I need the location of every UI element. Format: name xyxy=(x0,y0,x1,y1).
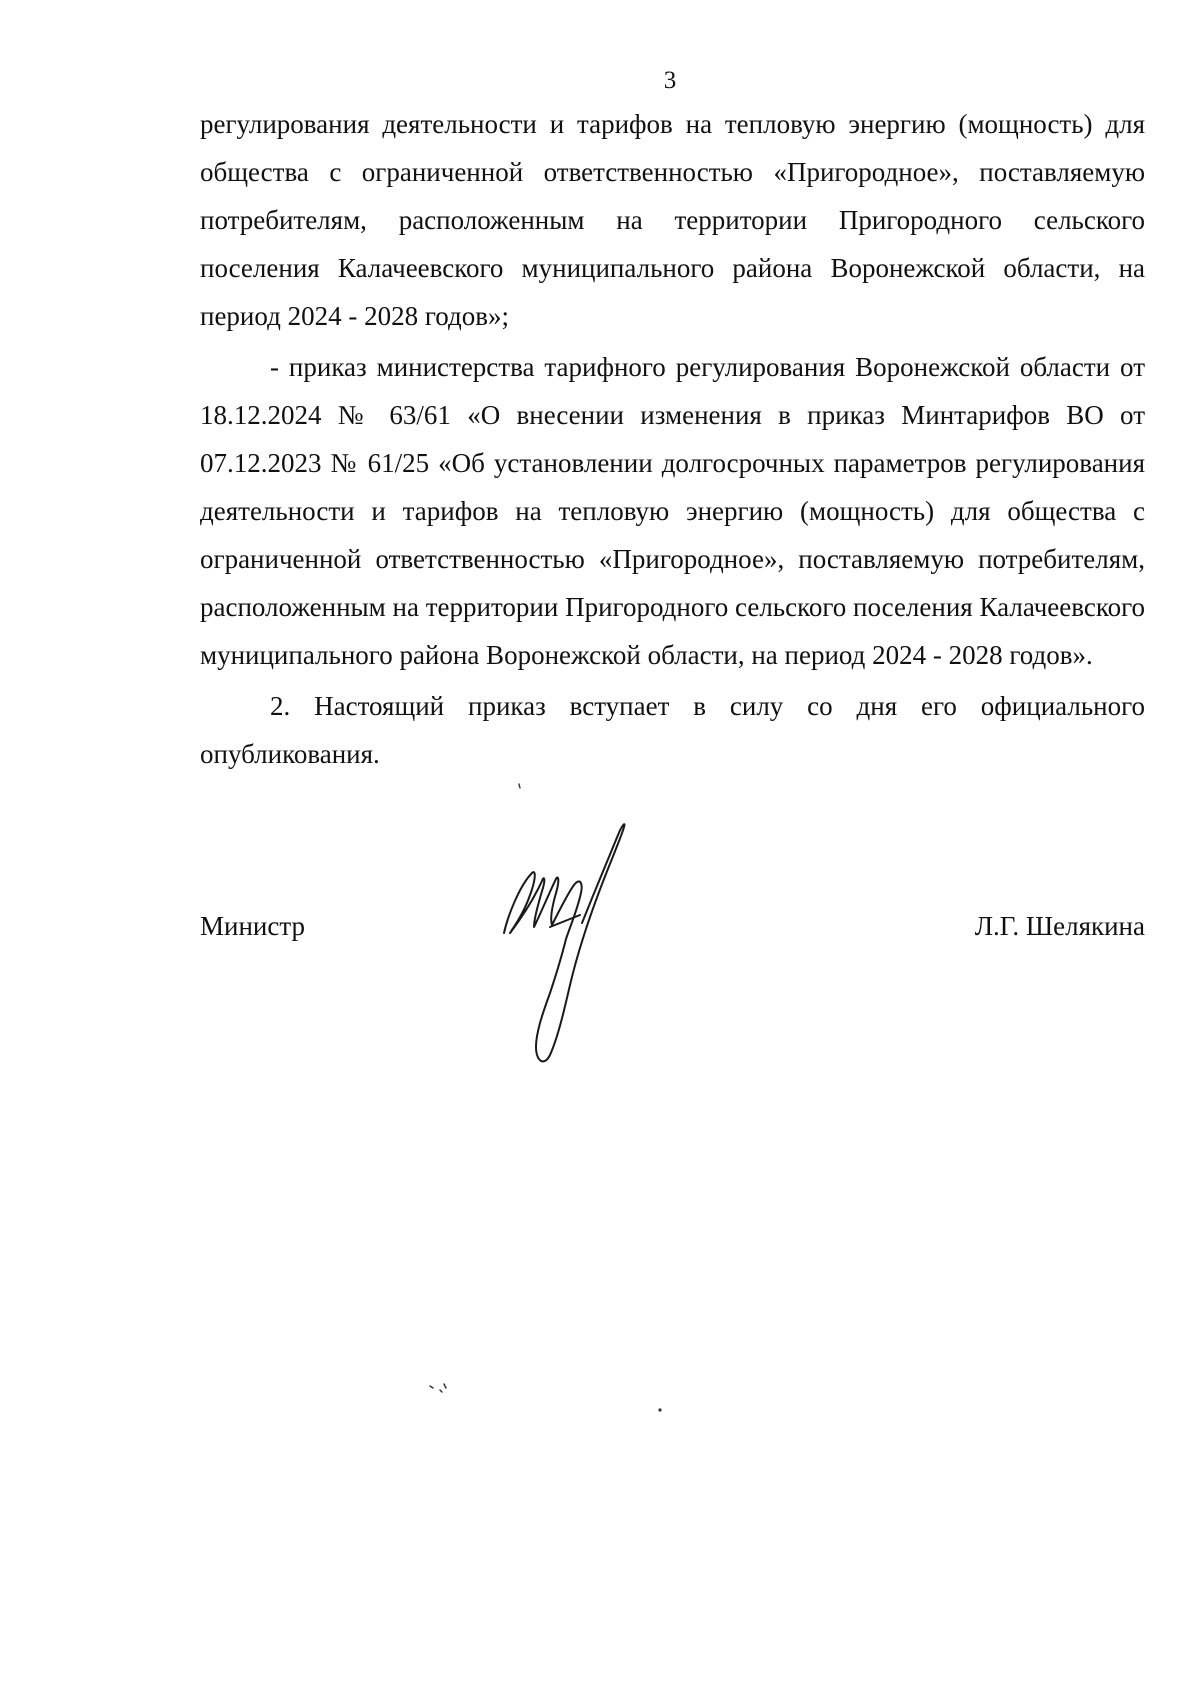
scan-dot xyxy=(650,1400,670,1420)
scan-dot xyxy=(510,778,530,798)
paragraph-order-reference: - приказ министерства тарифного регулирования Воронежской области от 18.12.2024 № 63/61 «О внесении изменения в приказ Минтарифов ВО от 07.12.2023 № 61/25 «Об установлении долгосрочных параметров регулирования деятельности и тарифов на тепловую энергию (мощность) для общества с ограниченной ответственностью «Пригородное», поставляемую потребителям, расположенным на территории Пригородного сельского поселения Калачеевского муниципального района Воронежской области, на период 2024 - 2028 годов». xyxy=(200,352,1145,670)
signer-name: Л.Г. Шелякина xyxy=(974,911,1145,941)
scan-marks xyxy=(420,1380,580,1420)
signature-block xyxy=(200,906,1145,946)
signer-title: Министр xyxy=(200,911,305,941)
document-body xyxy=(200,100,1145,778)
paragraph-effective-date: 2. Настоящий приказ вступает в силу со дня его официального опубликования. xyxy=(200,691,1145,769)
paragraph-continuation: регулирования деятельности и тарифов на тепловую энергию (мощность) для общества с ограниченной ответственностью «Пригородное», поставляемую потребителям, расположенным на территории Пригородного сельского поселения Калачеевского муниципального района Воронежской области, на период 2024 - 2028 годов»; xyxy=(200,109,1145,331)
page-number: 3 xyxy=(663,67,677,94)
handwritten-signature xyxy=(490,815,650,1075)
